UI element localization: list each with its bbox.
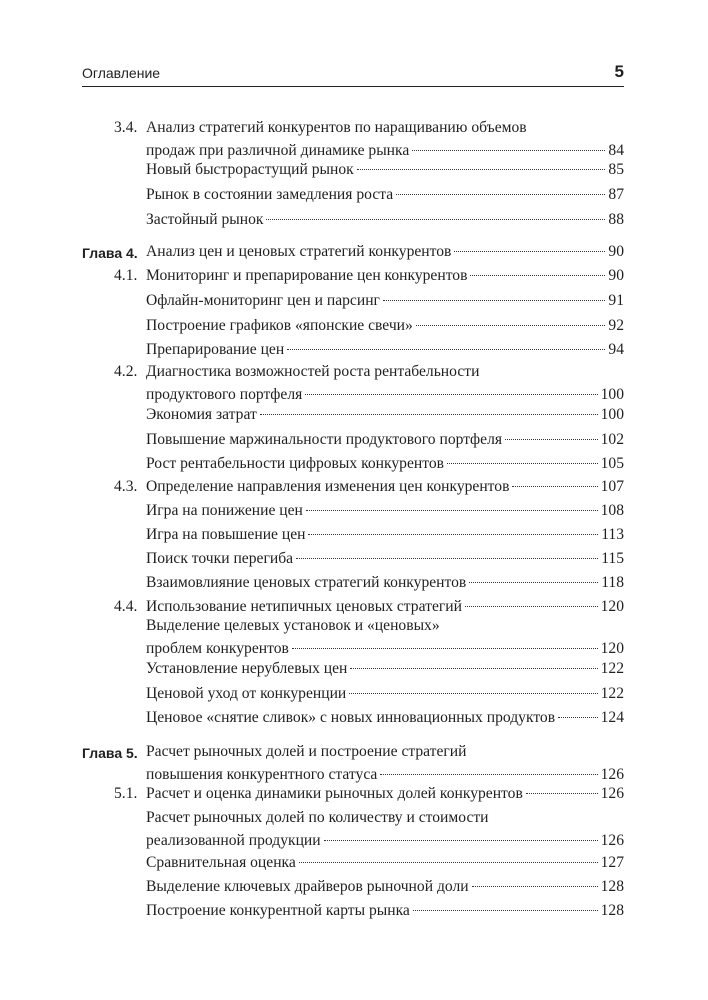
toc-entry[interactable] (0, 573, 708, 596)
dot-leader (413, 910, 598, 911)
toc-entry[interactable] (0, 659, 708, 682)
toc-entry[interactable] (0, 266, 708, 289)
toc-entry[interactable] (0, 118, 708, 163)
toc-page-number: 88 (608, 211, 624, 228)
toc-entry-title: Анализ цен и ценовых стратегий конкурентов (146, 243, 452, 260)
dot-leader (266, 219, 605, 220)
dot-leader (380, 774, 597, 775)
toc-entry-title: Застойный рынок (146, 211, 264, 228)
toc-entry[interactable] (0, 477, 708, 500)
dot-leader (465, 606, 598, 607)
toc-entry[interactable] (0, 362, 708, 407)
toc-page-number: 105 (600, 455, 624, 472)
toc-page-number: 118 (601, 574, 624, 591)
dot-leader (447, 463, 598, 464)
toc-page-number: 90 (608, 267, 624, 284)
dot-leader (505, 439, 598, 440)
toc-section-number: 4.4. (114, 598, 138, 615)
toc-entry[interactable] (0, 316, 708, 339)
toc-page-number: 126 (600, 831, 624, 849)
dot-leader (472, 886, 598, 887)
toc-entry[interactable] (0, 430, 708, 453)
dot-leader (287, 349, 605, 350)
toc-entry[interactable] (0, 742, 708, 787)
toc-page-number: 108 (600, 502, 624, 519)
toc-entry[interactable] (0, 808, 708, 853)
toc-entry-title: Ценовое «снятие сливок» с новых инновационных продуктов (146, 709, 556, 726)
toc-page-number: 113 (601, 526, 624, 543)
toc-page-number: 107 (600, 478, 624, 495)
toc-entry-title: Офлайн-мониторинг цен и парсинг (146, 292, 380, 309)
toc-page-number: 115 (601, 550, 624, 567)
toc-entry[interactable] (0, 784, 708, 807)
toc-page-number: 87 (608, 186, 624, 203)
toc-entry-title: Выделение ключевых драйверов рыночной доли (146, 878, 469, 895)
toc-section-number: 4.2. (114, 363, 138, 380)
toc-page-number: 84 (608, 141, 624, 159)
toc-entry-title: Новый быстрорастущий рынок (146, 161, 354, 178)
toc-entry-title: Определение направления изменения цен конкурентов (146, 478, 510, 495)
toc-entry-title: Ценовой уход от конкуренции (146, 685, 347, 702)
toc-entry-title: Экономия затрат (146, 406, 257, 423)
toc-page-number: 122 (600, 660, 624, 677)
dot-leader (416, 325, 606, 326)
toc-entry[interactable] (0, 501, 708, 524)
toc-entry-title: Игра на повышение цен (146, 526, 306, 543)
toc-page-number: 94 (608, 341, 624, 358)
header-title: Оглавление (82, 65, 161, 81)
toc-entry-title: Поиск точки перегиба (146, 550, 294, 567)
toc-entry-title: реализованной продукции (146, 831, 321, 849)
toc-entry[interactable] (0, 549, 708, 572)
toc-entry-title: Игра на понижение цен (146, 502, 303, 519)
toc-page-number: 91 (608, 292, 624, 309)
toc-page-number: 102 (600, 431, 624, 448)
toc-entry-title: повышения конкурентного статуса (146, 765, 378, 783)
dot-leader (526, 793, 598, 794)
toc-entry-title-line1: Выделение целевых установок и «ценовых» (146, 617, 440, 634)
toc-page-number: 124 (600, 709, 624, 726)
toc-page-number: 127 (600, 854, 624, 871)
toc-entry-title: продаж при различной динамике рынка (146, 141, 410, 159)
dot-leader (412, 150, 605, 151)
toc-section-number: 5.1. (114, 785, 138, 802)
header-page-number: 5 (614, 62, 624, 81)
toc-entry[interactable] (0, 210, 708, 233)
toc-entry-title-line1: Расчет рыночных долей и построение стратегий (146, 743, 467, 760)
toc-entry-title: Рост рентабельности цифровых конкурентов (146, 455, 444, 472)
toc-page-number: 128 (600, 902, 624, 919)
toc-entry[interactable] (0, 160, 708, 183)
toc-page-number: 120 (600, 639, 624, 657)
dot-leader (299, 862, 598, 863)
toc-entry-title: Взаимовлияние ценовых стратегий конкурентов (146, 574, 467, 591)
dot-leader (306, 510, 598, 511)
toc-chapter-label: Глава 5. (82, 745, 138, 761)
toc-entry-title: Сравнительная оценка (146, 854, 296, 871)
toc-entry[interactable] (0, 291, 708, 314)
toc-entry-title: продуктового портфеля (146, 385, 303, 403)
toc-entry[interactable] (0, 405, 708, 428)
dot-leader (308, 534, 598, 535)
dot-leader (305, 394, 597, 395)
toc-chapter-label: Глава 4. (82, 245, 138, 261)
dot-leader (296, 558, 598, 559)
toc-entry-title-line1: Диагностика возможностей роста рентабельности (146, 363, 480, 380)
toc-entry-title: Рынок в состоянии замедления роста (146, 186, 394, 203)
dot-leader (470, 275, 605, 276)
toc-entry[interactable] (0, 242, 708, 265)
dot-leader (383, 300, 605, 301)
toc-entry-title: Расчет и оценка динамики рыночных долей конкурентов (146, 785, 523, 802)
toc-entry[interactable] (0, 853, 708, 876)
dot-leader (558, 717, 598, 718)
toc-entry[interactable] (0, 684, 708, 707)
toc-page-number: 128 (600, 878, 624, 895)
toc-entry-title: проблем конкурентов (146, 639, 289, 657)
dot-leader (350, 668, 597, 669)
toc-entry[interactable] (0, 616, 708, 661)
toc-page-number: 92 (608, 317, 624, 334)
toc-entry[interactable] (0, 454, 708, 477)
toc-section-number: 4.1. (114, 267, 138, 284)
dot-leader (454, 251, 605, 252)
toc-entry-title: Установление нерублевых цен (146, 660, 348, 677)
toc-entry[interactable] (0, 185, 708, 208)
toc-entry-title: Использование нетипичных ценовых стратегий (146, 598, 462, 615)
toc-section-number: 4.3. (114, 478, 138, 495)
toc-entry[interactable] (0, 525, 708, 548)
toc-page-number: 126 (600, 765, 624, 783)
dot-leader (512, 486, 597, 487)
toc-page-number: 90 (608, 243, 624, 260)
dot-leader (396, 194, 605, 195)
toc-entry-title: Повышение маржинальности продуктового портфеля (146, 431, 503, 448)
dot-leader (292, 648, 598, 649)
toc-entry[interactable] (0, 708, 708, 731)
toc-page-number: 120 (600, 598, 624, 615)
toc-section-number: 3.4. (114, 119, 138, 136)
dot-leader (349, 693, 597, 694)
toc-entry[interactable] (0, 901, 708, 924)
toc-page-number: 126 (600, 785, 624, 802)
toc-entry-title-line1: Расчет рыночных долей по количеству и стоимости (146, 809, 489, 826)
toc-entry-title: Мониторинг и препарирование цен конкурентов (146, 267, 468, 284)
dot-leader (324, 840, 598, 841)
toc-entry[interactable] (0, 877, 708, 900)
toc-entry-title: Построение графиков «японские свечи» (146, 317, 413, 334)
running-header (82, 60, 624, 87)
dot-leader (260, 414, 598, 415)
toc-entry-title: Построение конкурентной карты рынка (146, 902, 410, 919)
toc-page-number: 122 (600, 685, 624, 702)
toc-page-number: 100 (600, 406, 624, 423)
toc-page-number: 100 (600, 385, 624, 403)
toc-entry-title-line1: Анализ стратегий конкурентов по наращиванию объемов (146, 119, 527, 136)
toc-entry[interactable] (0, 340, 708, 363)
toc-page-number: 85 (608, 161, 624, 178)
toc-entry-title: Препарирование цен (146, 341, 285, 358)
dot-leader (469, 582, 598, 583)
dot-leader (357, 169, 606, 170)
